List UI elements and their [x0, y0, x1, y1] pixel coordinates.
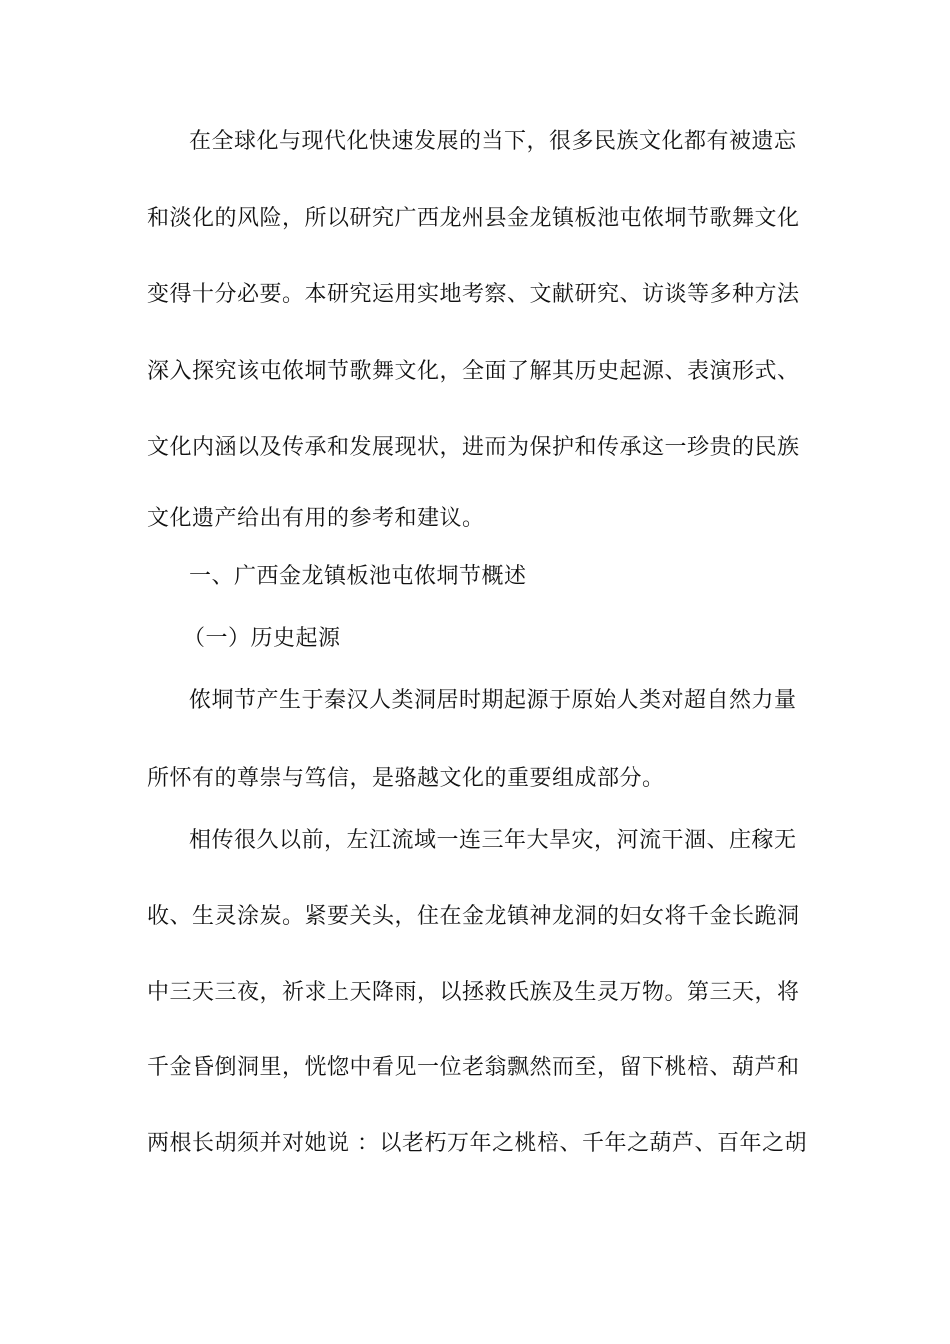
- para2-line-2: 收、生灵涂炭。紧要关头，住在金龙镇神龙洞的妇女将千金长跪洞: [147, 904, 800, 929]
- subsection-heading: （一）历史起源: [183, 626, 341, 651]
- intro-line-5: 文化内涵以及传承和发展现状，进而为保护和传承这一珍贵的民族: [147, 435, 800, 460]
- para1-line-2: 所怀有的尊崇与笃信，是骆越文化的重要组成部分。: [147, 766, 665, 791]
- para2-line-1: 相传很久以前，左江流域一连三年大旱灾，河流干涸、庄稼无: [189, 828, 797, 853]
- para2-line-5: 两根长胡须并对她说 ：以老朽万年之桃棓、千年之葫芦、百年之胡: [147, 1131, 807, 1156]
- intro-line-4: 深入探究该屯侬垌节歌舞文化，全面了解其历史起源、表演形式、: [147, 359, 800, 384]
- intro-line-3: 变得十分必要。本研究运用实地考察、文献研究、访谈等多种方法: [147, 282, 800, 307]
- section-heading: 一、广西金龙镇板池屯侬垌节概述: [189, 564, 527, 589]
- intro-line-2: 和淡化的风险，所以研究广西龙州县金龙镇板池屯侬垌节歌舞文化: [147, 206, 800, 231]
- para2-line-4: 千金昏倒洞里，恍惚中看见一位老翁飘然而至，留下桃棓、葫芦和: [147, 1055, 800, 1080]
- para1-line-1: 侬垌节产生于秦汉人类洞居时期起源于原始人类对超自然力量: [189, 688, 797, 713]
- intro-line-6: 文化遗产给出有用的参考和建议。: [147, 506, 485, 531]
- intro-line-1: 在全球化与现代化快速发展的当下，很多民族文化都有被遗忘: [189, 129, 797, 154]
- para2-line-3: 中三天三夜，祈求上天降雨，以拯救氏族及生灵万物。第三天，将: [147, 980, 800, 1005]
